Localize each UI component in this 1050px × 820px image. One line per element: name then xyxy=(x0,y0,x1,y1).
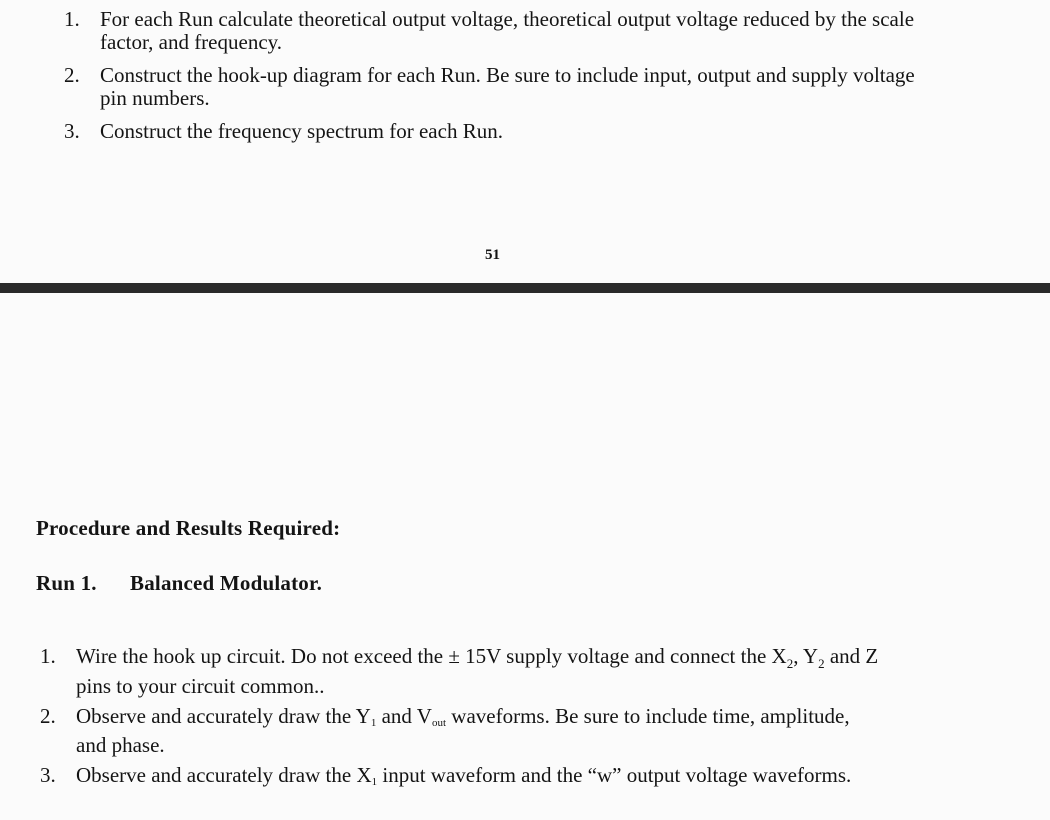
procedure-heading: Procedure and Results Required: xyxy=(36,516,341,540)
x-symbol: X xyxy=(356,763,372,788)
list-item xyxy=(64,120,924,143)
x-symbol: X xyxy=(771,644,787,668)
y-subscript: 2 xyxy=(818,656,825,672)
v-symbol: V xyxy=(416,704,432,729)
text-segment: waveforms. Be sure to include time, amplitude, and phase. xyxy=(76,704,850,758)
list-item xyxy=(40,705,880,756)
calculations-list xyxy=(64,8,924,143)
y-symbol: Y xyxy=(802,644,819,668)
x-subscript: 2 xyxy=(786,656,794,672)
page-51 xyxy=(0,0,1050,283)
list-item xyxy=(40,645,880,697)
run-number: Run 1. xyxy=(36,571,97,595)
text-segment: and xyxy=(376,704,417,729)
list-item xyxy=(40,764,880,793)
y-symbol: Y xyxy=(355,704,371,729)
list-text xyxy=(76,705,880,756)
run-title: Balanced Modulator. xyxy=(130,571,323,595)
list-text: For each Run calculate theoretical output voltage, theoretical output voltage reduced by the scale factor, and frequency. xyxy=(100,7,915,54)
list-text: Construct the hook-up diagram for each Run. Be sure to include input, output and supply voltage pin numbers. xyxy=(100,63,915,110)
text-segment: and Z pins to your circuit common.. xyxy=(76,644,879,699)
list-text xyxy=(76,645,880,697)
list-number: 3. xyxy=(40,763,56,788)
list-number: 1. xyxy=(40,644,56,668)
text-segment: Wire the hook up circuit. Do not exceed the ± 15V supply voltage and connect the xyxy=(76,644,772,668)
page-number: 51 xyxy=(485,247,500,263)
list-number: 3. xyxy=(64,119,80,143)
text-segment: Observe and accurately draw the xyxy=(76,704,356,729)
page-divider xyxy=(0,283,1050,293)
list-item xyxy=(64,8,924,54)
x-subscript: 1 xyxy=(371,776,378,789)
procedure-list xyxy=(40,645,880,793)
run-heading xyxy=(36,571,322,596)
text-segment: input waveform and the “w” output voltage waveforms. xyxy=(377,763,852,788)
list-item xyxy=(64,64,924,110)
y-subscript: 1 xyxy=(370,717,377,730)
text-segment: Observe and accurately draw the xyxy=(76,763,357,788)
list-text: Construct the frequency spectrum for each Run. xyxy=(100,119,503,143)
list-number: 1. xyxy=(64,7,80,31)
list-number: 2. xyxy=(40,704,56,729)
separator: , xyxy=(793,644,803,668)
list-text xyxy=(76,764,880,793)
list-number: 2. xyxy=(64,63,80,87)
v-subscript: out xyxy=(431,717,447,730)
